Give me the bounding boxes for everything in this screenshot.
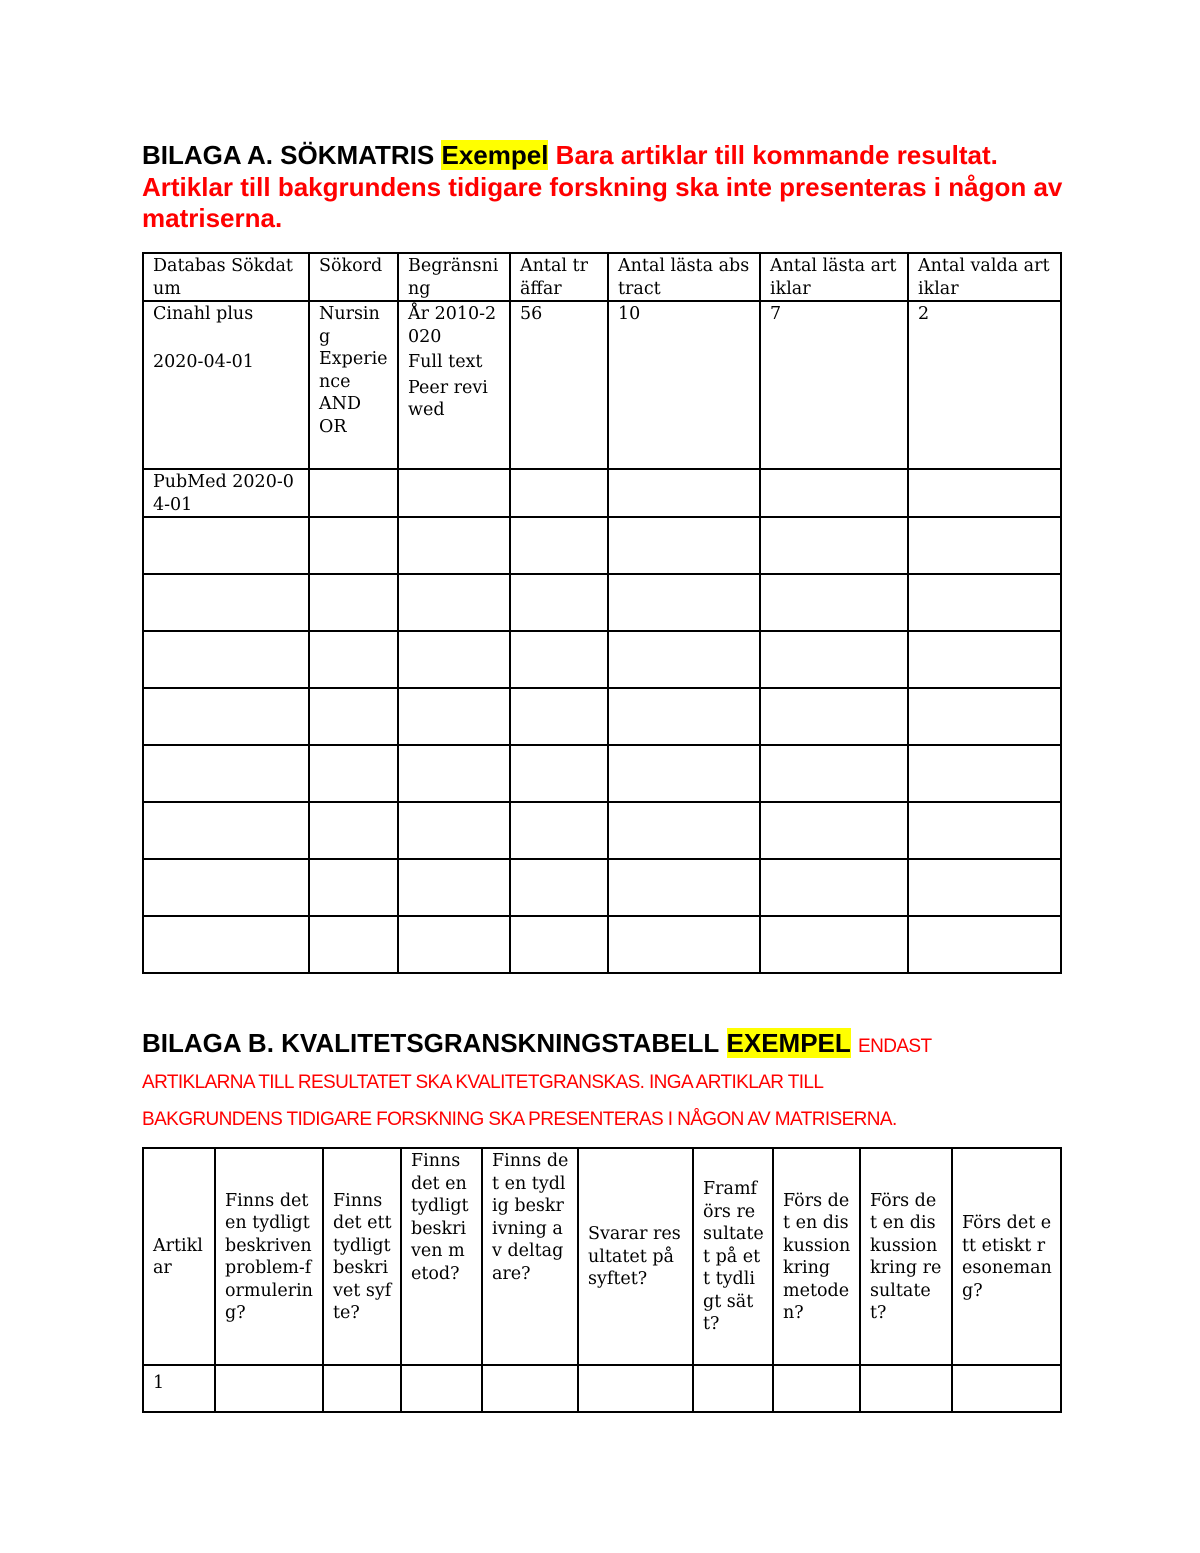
column-header: Artiklar <box>143 1148 215 1365</box>
table-cell <box>760 517 908 574</box>
table-cell <box>908 688 1061 745</box>
column-header: Framförs resultatet på ett tydligt sätt? <box>693 1148 773 1365</box>
table-cell <box>608 517 760 574</box>
articles-selected-value: 2 <box>908 301 1061 469</box>
table-cell <box>760 688 908 745</box>
table-cell <box>398 745 510 802</box>
table-cell <box>693 1365 773 1412</box>
section-b-highlight: EXEMPEL <box>726 1028 851 1058</box>
search-date: 2020-04-01 <box>153 351 254 372</box>
table-cell <box>760 802 908 859</box>
table-cell <box>908 574 1061 631</box>
table-cell <box>608 469 760 517</box>
table-cell <box>760 916 908 973</box>
abstracts-read-value: 10 <box>608 301 760 469</box>
table-cell <box>510 688 608 745</box>
table-cell <box>143 859 309 916</box>
table-row <box>143 469 1061 517</box>
table-cell <box>309 574 398 631</box>
table-cell <box>309 688 398 745</box>
table-cell <box>482 1365 578 1412</box>
table-row <box>143 301 1061 469</box>
table-cell <box>398 916 510 973</box>
table-cell <box>143 745 309 802</box>
table-cell <box>860 1365 952 1412</box>
table-cell <box>309 916 398 973</box>
column-header: Finns det en tydligt beskriven metod? <box>401 1148 482 1365</box>
column-header: Databas Sökdatum <box>143 253 309 301</box>
table-cell <box>908 469 1061 517</box>
table-cell <box>773 1365 860 1412</box>
table-cell <box>309 745 398 802</box>
table-cell <box>309 631 398 688</box>
section-a-note: Bara artiklar till kommande resultat. Artiklar till bakgrundens tidigare forskning ska inte presenteras i någon av matriserna. <box>142 140 1063 233</box>
column-header: Finns det ett tydligt beskrivet syfte? <box>323 1148 401 1365</box>
table-row <box>143 574 1061 631</box>
table-cell <box>398 517 510 574</box>
section-b-note: ENDAST <box>858 1036 932 1057</box>
limitation: Peer reviwed <box>408 377 488 420</box>
section-b-title: BILAGA B. KVALITETSGRANSKNINGSTABELL <box>142 1028 720 1058</box>
table-cell <box>398 301 510 469</box>
table-cell <box>309 517 398 574</box>
section-b-note-line: ARTIKLARNA TILL RESULTATET SKA KVALITETGRANSKAS. INGA ARTIKLAR TILL <box>142 1072 824 1093</box>
column-header: Förs det en diskussion kring resultatet? <box>860 1148 952 1365</box>
section-a-title: BILAGA A. SÖKMATRIS <box>142 140 435 170</box>
column-header: Förs det ett etiskt resonemang? <box>952 1148 1061 1365</box>
column-header: Antal träffar <box>510 253 608 301</box>
hits-value: 56 <box>510 301 608 469</box>
database-name: Cinahl plus <box>153 304 254 324</box>
table-cell <box>510 574 608 631</box>
table-cell <box>608 688 760 745</box>
table-cell <box>760 574 908 631</box>
table-cell <box>309 802 398 859</box>
table-cell <box>908 802 1061 859</box>
quality-review-table <box>142 1147 1062 1413</box>
table-row <box>143 859 1061 916</box>
table-cell <box>760 631 908 688</box>
table-cell <box>510 517 608 574</box>
table-header-row <box>143 1148 1061 1365</box>
table-cell <box>510 802 608 859</box>
section-b-note-line: BAKGRUNDENS TIDIGARE FORSKNING SKA PRESENTERAS I NÅGON AV MATRISERNA. <box>142 1109 897 1130</box>
table-cell <box>908 916 1061 973</box>
column-header: Förs det en diskussion kring metoden? <box>773 1148 860 1365</box>
table-cell <box>398 574 510 631</box>
table-cell <box>401 1365 482 1412</box>
table-cell <box>908 859 1061 916</box>
table-cell <box>908 745 1061 802</box>
search-term: OR <box>319 416 347 437</box>
table-row <box>143 688 1061 745</box>
articles-read-value: 7 <box>760 301 908 469</box>
table-cell <box>510 469 608 517</box>
column-header: Antal lästa abstract <box>608 253 760 301</box>
table-cell <box>952 1365 1061 1412</box>
article-number: 1 <box>143 1365 215 1412</box>
column-header: Antal lästa artiklar <box>760 253 908 301</box>
table-cell <box>143 802 309 859</box>
table-cell <box>578 1365 693 1412</box>
database-name: PubMed 2020-04-01 <box>143 469 309 517</box>
table-cell <box>215 1365 323 1412</box>
table-row <box>143 745 1061 802</box>
table-cell <box>608 745 760 802</box>
table-row <box>143 1365 1061 1412</box>
search-term: Nursing <box>319 304 380 347</box>
section-a-heading <box>142 140 1082 235</box>
table-cell <box>908 517 1061 574</box>
table-row <box>143 802 1061 859</box>
table-cell <box>760 745 908 802</box>
table-cell <box>510 631 608 688</box>
table-cell <box>760 859 908 916</box>
table-cell <box>309 859 398 916</box>
table-cell <box>608 859 760 916</box>
table-cell <box>608 916 760 973</box>
search-term: AND <box>319 394 361 414</box>
column-header: Sökord <box>309 253 398 301</box>
table-cell <box>398 859 510 916</box>
table-cell <box>143 688 309 745</box>
table-cell <box>323 1365 401 1412</box>
column-header: Antal valda artiklar <box>908 253 1061 301</box>
limitation: Full text <box>408 352 483 372</box>
table-cell <box>143 301 309 469</box>
table-cell <box>608 631 760 688</box>
table-cell <box>760 469 908 517</box>
table-row <box>143 916 1061 973</box>
table-cell <box>398 631 510 688</box>
table-cell <box>510 859 608 916</box>
table-cell <box>143 517 309 574</box>
table-cell <box>510 916 608 973</box>
table-cell <box>143 631 309 688</box>
section-b-heading <box>142 1028 1082 1062</box>
table-cell <box>398 688 510 745</box>
table-header-row <box>143 253 1061 301</box>
search-matrix-table <box>142 252 1062 974</box>
table-cell <box>398 469 510 517</box>
column-header: Begränsning <box>398 253 510 301</box>
table-cell <box>510 745 608 802</box>
table-cell <box>143 574 309 631</box>
search-term: Experience <box>319 349 388 392</box>
table-cell <box>608 574 760 631</box>
column-header: Finns det en tydligt beskriven problem-formulering? <box>215 1148 323 1365</box>
limitation: År 2010-2020 <box>408 304 497 347</box>
table-cell <box>309 301 398 469</box>
table-cell <box>908 631 1061 688</box>
column-header: Finns det en tydlig beskrivning av deltagare? <box>482 1148 578 1365</box>
column-header: Svarar resultatet på syftet? <box>578 1148 693 1365</box>
table-cell <box>143 916 309 973</box>
section-a-highlight: Exempel <box>441 140 549 170</box>
table-row <box>143 517 1061 574</box>
table-row <box>143 631 1061 688</box>
table-cell <box>309 469 398 517</box>
table-cell <box>608 802 760 859</box>
table-cell <box>398 802 510 859</box>
